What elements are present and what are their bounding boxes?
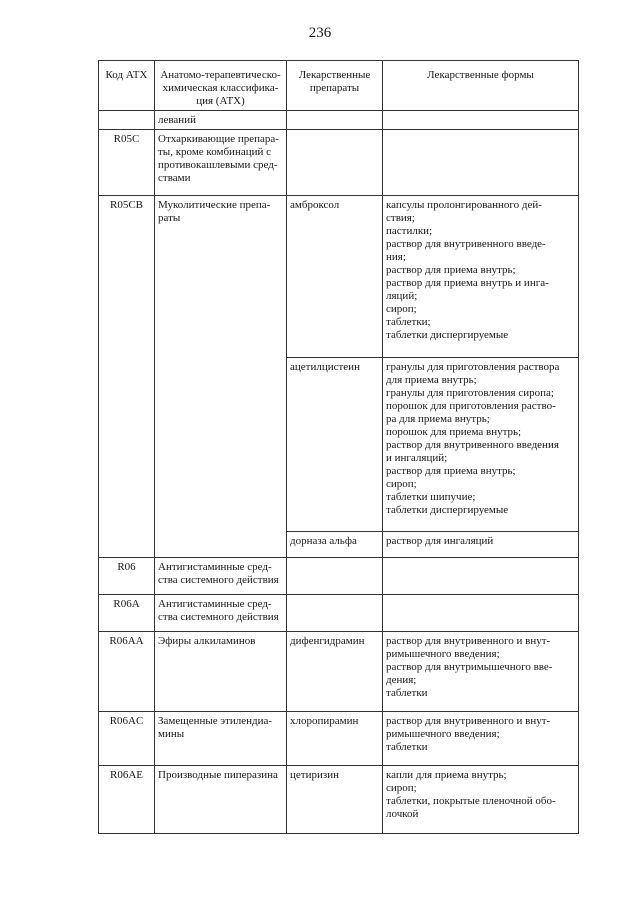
form-line: раствор для внутримышечного вве- [386, 661, 553, 673]
form-line: раствор для внутривенного и внут- [386, 715, 551, 727]
classification-line: Антигистаминные сред- [158, 561, 272, 573]
drug-cell [287, 111, 383, 130]
header-forms: Лекарственные формы [383, 61, 579, 111]
table-row [99, 712, 579, 766]
table-header-row [99, 61, 579, 111]
forms-cell [383, 196, 579, 358]
classification-cell [155, 712, 287, 766]
form-line: раствор для приема внутрь и инга- [386, 277, 549, 289]
form-line: сироп; [386, 478, 417, 490]
table-row [99, 595, 579, 632]
form-line: капли для приема внутрь; [386, 769, 507, 781]
forms-cell [383, 632, 579, 712]
code-cell: R05CB [99, 196, 155, 558]
form-line: ляций; [386, 290, 418, 302]
classification-line: Антигистаминные сред- [158, 598, 272, 610]
classification-line: мины [158, 728, 185, 740]
atx-table [98, 60, 579, 834]
classification-line: ствами [158, 172, 191, 184]
drug-cell: амброксол [287, 196, 383, 358]
classification-cell [155, 558, 287, 595]
forms-cell [383, 712, 579, 766]
forms-cell [383, 532, 579, 558]
form-line: для приема внутрь; [386, 374, 477, 386]
classification-cell [155, 196, 287, 558]
table-row [99, 130, 579, 196]
code-cell [99, 111, 155, 130]
table-row [99, 766, 579, 834]
table-row [99, 196, 579, 358]
form-line: гранулы для приготовления раствора [386, 361, 560, 373]
header-code: Код АТХ [99, 61, 155, 111]
form-line: дения; [386, 674, 417, 686]
classification-line: Замещенные этилендиа- [158, 715, 273, 727]
form-line: ра для приема внутрь; [386, 413, 490, 425]
form-line: порошок для приема внутрь; [386, 426, 522, 438]
code-cell: R06AA [99, 632, 155, 712]
form-line: капсулы пролонгированного дей- [386, 199, 542, 211]
form-line: раствор для внутривенного введения [386, 439, 559, 451]
classification-line: ства системного действия [158, 611, 279, 623]
drug-cell [287, 130, 383, 196]
header-classification: Анатомо-терапевтическо-химическая классифика-ция (АТХ) [155, 61, 287, 111]
classification-line: Производные пиперазина [158, 769, 278, 781]
form-line: таблетки; [386, 316, 431, 328]
form-line: ния; [386, 251, 406, 263]
form-line: гранулы для приготовления сиропа; [386, 387, 554, 399]
classification-line: ства системного действия [158, 574, 279, 586]
table-row [99, 111, 579, 130]
form-line: раствор для приема внутрь; [386, 465, 516, 477]
drug-cell: цетиризин [287, 766, 383, 834]
form-line: таблетки диспергируемые [386, 504, 509, 516]
form-line: римышечного введения; [386, 648, 500, 660]
form-line: таблетки диспергируемые [386, 329, 509, 341]
code-cell: R06 [99, 558, 155, 595]
classification-cell [155, 595, 287, 632]
classification-cell [155, 130, 287, 196]
drug-cell: хлоропирамин [287, 712, 383, 766]
table-row [99, 558, 579, 595]
form-line: лочкой [386, 808, 419, 820]
code-cell: R06AE [99, 766, 155, 834]
form-line: раствор для ингаляций [386, 535, 494, 547]
forms-cell [383, 766, 579, 834]
page-number: 236 [308, 25, 332, 41]
form-line: порошок для приготовления раство- [386, 400, 556, 412]
drug-cell: дорназа альфа [287, 532, 383, 558]
classification-cell [155, 632, 287, 712]
classification-line: противокашлевыми сред- [158, 159, 278, 171]
form-line: римышечного введения; [386, 728, 500, 740]
classification-cell [155, 111, 287, 130]
form-line: раствор для приема внутрь; [386, 264, 516, 276]
forms-cell [383, 595, 579, 632]
classification-line: ты, кроме комбинаций с [158, 146, 272, 158]
classification-cell [155, 766, 287, 834]
code-cell: R06AC [99, 712, 155, 766]
forms-cell [383, 111, 579, 130]
form-line: и ингаляций; [386, 452, 448, 464]
classification-line: Отхаркивающие препара- [158, 133, 279, 145]
code-cell: R06A [99, 595, 155, 632]
classification-line: Муколитические препа- [158, 199, 271, 211]
forms-cell [383, 130, 579, 196]
form-line: сироп; [386, 303, 417, 315]
drug-cell [287, 595, 383, 632]
form-line: таблетки [386, 687, 428, 699]
drug-cell: ацетилцистеин [287, 358, 383, 532]
form-line: таблетки, покрытые пленочной обо- [386, 795, 556, 807]
form-line: сироп; [386, 782, 417, 794]
form-line: таблетки [386, 741, 428, 753]
form-line: таблетки шипучие; [386, 491, 476, 503]
form-line: раствор для внутривенного и внут- [386, 635, 551, 647]
form-line: раствор для внутривенного введе- [386, 238, 546, 250]
drug-cell: дифенгидрамин [287, 632, 383, 712]
forms-cell [383, 358, 579, 532]
classification-line: леваний [158, 114, 196, 126]
header-drugs: Лекарственные препараты [287, 61, 383, 111]
code-cell: R05C [99, 130, 155, 196]
form-line: пастилки; [386, 225, 433, 237]
classification-line: раты [158, 212, 181, 224]
classification-line: Эфиры алкиламинов [158, 635, 256, 647]
table-row [99, 632, 579, 712]
forms-cell [383, 558, 579, 595]
form-line: ствия; [386, 212, 415, 224]
drug-cell [287, 558, 383, 595]
